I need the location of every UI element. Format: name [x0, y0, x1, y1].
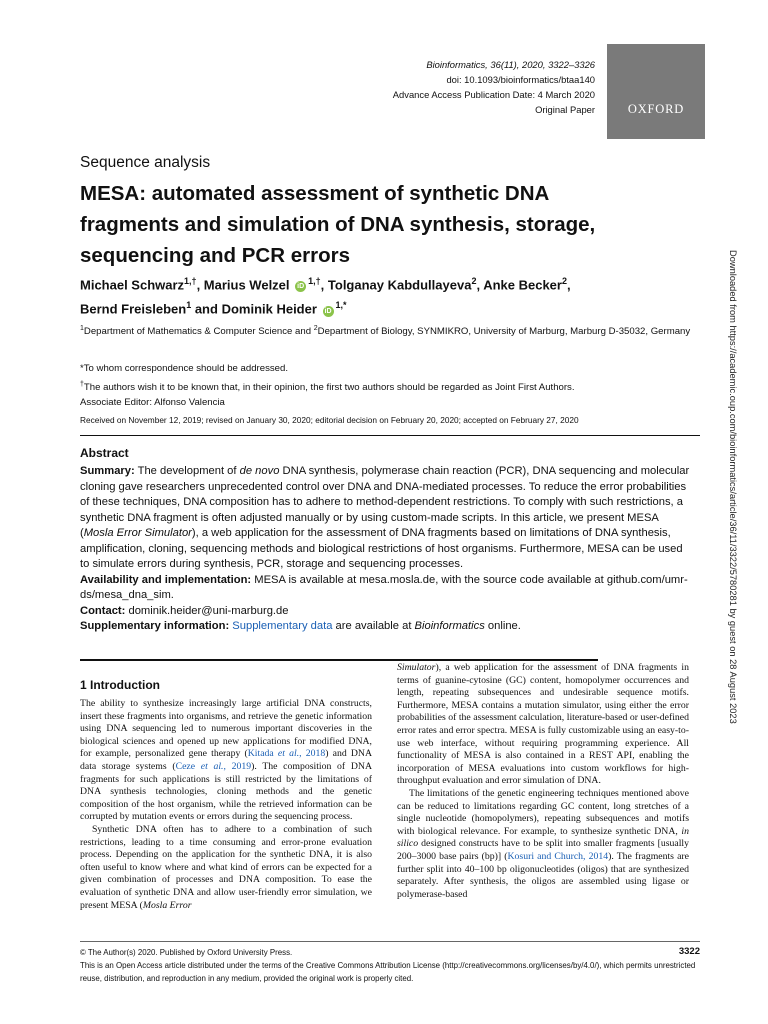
abstract-heading: Abstract	[80, 446, 129, 460]
citation-link[interactable]: Kosuri and Church, 2014	[507, 850, 609, 862]
paragraph: Synthetic DNA often has to adhere to a combination of such restrictions, leading to a time consuming and error-prone evaluation process. Depending on the application for the synthetic DNA, it is also often useful to know where and what kind of errors can be expected for a given combination of processes and DNA composition. To ease the evaluation of synthetic DNA and allow user-friendly error simulation, we present MESA (Mosla Error	[80, 823, 372, 911]
citation-link[interactable]: Ceze et al., 2019	[175, 760, 252, 772]
abstract-contact: Contact: dominik.heider@uni-marburg.de	[80, 604, 289, 617]
author-affiliation-marker: 1,†	[184, 276, 197, 286]
orcid-icon[interactable]: iD	[324, 307, 332, 315]
author-notes	[80, 361, 700, 411]
associate-editor: Associate Editor: Alfonso Valencia	[80, 397, 225, 409]
author-affiliation-marker: 1,*	[335, 300, 347, 311]
publisher-logo	[607, 44, 705, 139]
article-metadata	[295, 57, 595, 117]
received-dates: Received on November 12, 2019; revised on January 30, 2020; editorial decision on February 20, 2020; accepted on February 27, 2020	[80, 415, 579, 425]
paragraph: The limitations of the genetic engineering techniques mentioned above can be reduced to limitations regarding GC content, long stretches of a single nucleotide (homopolymers), repeating subsequences and motifs with biological relevance. For example, to synthesize synthetic DNA, in silico designed constructs have to be split into smaller fragments [usually 200–3000 base pairs (bp)] (Kosuri and Church, 2014). The fragments are further split into 40–100 bp oligonucleotides (oligos) that are synthesized separately. After synthesis, the oligos are assembled using ligase or polymerase-based	[397, 787, 689, 900]
divider	[80, 659, 598, 661]
affiliations: $^1$Department of Mathematics & Computer Science and $^2$Department of Biology, SYNMIKRO, University of Marburg, Marburg D-35032, Germany	[80, 325, 691, 338]
correspondence-note: *To whom correspondence should be addressed.	[80, 363, 288, 374]
abstract-supplementary: Supplementary information: Supplementary data are available at Bioinformatics online.	[80, 620, 521, 632]
abstract-body	[80, 464, 692, 635]
download-watermark: Downloaded from https://academic.oup.com/bioinformatics/article/36/11/3322/5780281 by guest on 28 August 2023	[728, 250, 738, 724]
author-name[interactable]: Bernd Freisleben	[80, 301, 187, 317]
body-column-left	[80, 698, 372, 912]
author-affiliation-marker: 2	[561, 276, 567, 286]
copyright: © The Author(s) 2020. Published by Oxford University Press.	[80, 948, 293, 957]
paragraph: Simulator), a web application for the assessment of DNA fragments in terms of guanine-cytosine (GC) content, homopolymer occurrences and length, repeating subsequences and undesirable sequence motifs. Furthermore, MESA contains a mutation simulator, using either the error probabilities of the assessment calculation, literature-based or user-defined error rates and error spectra. MESA is fully customizable using an easy-to-use web interface, without requiring programming experience. All functionality of MESA is also contained in a REST API, enabling the incorporation of MESA evaluations into custom workflows for high-throughput evaluation and error simulation of DNA.	[397, 662, 689, 787]
author-name[interactable]: Marius Welzel	[203, 277, 290, 293]
paper-title: MESA: automated assessment of synthetic DNA fragments and simulation of DNA synthesis, storage, sequencing and PCR errors	[80, 182, 596, 267]
divider	[80, 435, 700, 436]
doi[interactable]: doi: 10.1093/bioinformatics/btaa140	[446, 74, 595, 85]
publication-date: Advance Access Publication Date: 4 March 2020	[392, 89, 595, 100]
publisher-logo-text: OXFORD	[627, 102, 685, 116]
author-name[interactable]: Tolganay Kabdullayeva	[327, 277, 472, 293]
citation-link[interactable]: Kitada et al., 2018	[247, 748, 326, 760]
section-label: Sequence analysis	[80, 154, 211, 171]
journal-citation: Bioinformatics, 36(11), 2020, 3322–3326	[426, 59, 595, 70]
joint-first-note: †The authors wish it to be known that, in their opinion, the first two authors should be regarded as Joint First Authors.	[80, 380, 575, 393]
paper-type: Original Paper	[535, 104, 595, 115]
body-column-right	[397, 662, 689, 901]
author-name[interactable]: Dominik Heider	[221, 301, 317, 317]
author-name[interactable]: Anke Becker	[483, 277, 562, 293]
abstract-availability: Availability and implementation: MESA is available at mesa.mosla.de, with the source code available at github.com/umr-ds/mesa_dna_sim.	[80, 573, 688, 601]
author-name[interactable]: Michael Schwarz	[80, 277, 185, 293]
page-number: 3322	[678, 946, 700, 957]
author-list: Michael Schwarz$^{1,\dagger}$, Marius Welzel $iD^{1,\dagger}$, Tolganay Kabdullayeva$^2$, Anke Becker$^2$, Bernd Freisleben$^1$ and Dominik Heider $iD^{1,*}$	[80, 276, 571, 317]
license-text: This is an Open Access article distributed under the terms of the Creative Commons Attribution License (http://creativecommons.org/licenses/by/4.0/), which permits unrestricted reuse, distribution, and reproduction in any medium, provided the original work is properly cited.	[80, 961, 696, 983]
paragraph: The ability to synthesize increasingly large artificial DNA constructs, insert these fragments into organisms, and retrieve the genetic information using DNA sequencing led to numerous important discoveries in the biological sciences and opened up new applications for modified DNA, for example, personalized gene therapy (Kitada et al., 2018) and DNA data storage systems (Ceze et al., 2019). The composition of DNA fragments for such applications is still restricted by the limitations of DNA synthesis technologies, cloning methods and the genetic composition of the host organism, while the retrieved information can be corrupted by mutation events or errors during the sequencing process.	[80, 698, 372, 823]
author-affiliation-marker: 1	[186, 300, 192, 311]
supplementary-data-link[interactable]: Supplementary data	[232, 620, 333, 632]
author-affiliation-marker: 2	[471, 276, 477, 286]
footer-divider	[80, 941, 700, 942]
footer-license	[80, 946, 700, 985]
author-affiliation-marker: 1,†	[308, 276, 321, 286]
orcid-icon[interactable]: iD	[297, 283, 305, 291]
abstract-summary: Summary: The development of de novo DNA synthesis, polymerase chain reaction (PCR), DNA sequencing and molecular cloning gave researchers unprecedented control over DNA and DNA-mediated processes. To reduce the error probabilities of these techniques, DNA composition has to adhere to method-dependent restrictions. To comply with such restrictions, a synthetic DNA fragment is often adjusted manually or by using custom-made scripts. In this article, we present MESA (Mosla Error Simulator), a web application for the assessment of DNA fragments based on limitations of DNA synthesis, amplification, cloning, sequencing methods and biological restrictions of host organisms. Furthermore, MESA can be used to simulate errors during synthesis, PCR, storage and sequencing processes.	[80, 465, 690, 570]
introduction-heading: 1 Introduction	[80, 678, 160, 692]
